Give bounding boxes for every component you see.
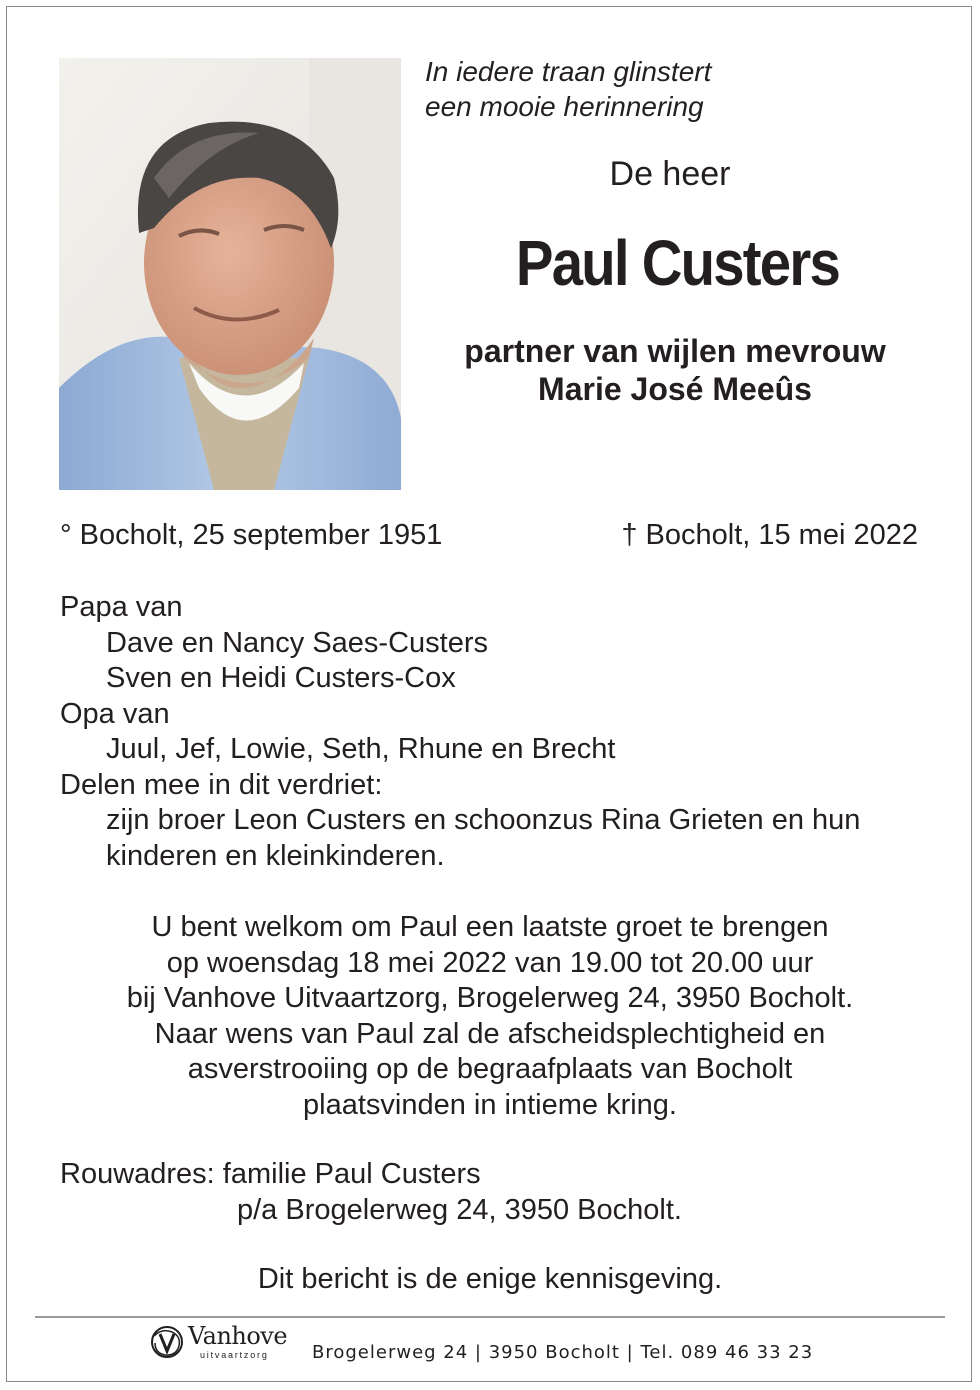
- portrait-photo: [59, 58, 401, 490]
- visit-line: op woensdag 18 mei 2022 van 19.00 tot 20.00 uur: [166, 946, 814, 979]
- opa-label: Opa van: [60, 697, 170, 730]
- vanhove-logo: [148, 1322, 308, 1362]
- child-entry: Sven en Heidi Custers-Cox: [106, 662, 456, 694]
- notice-statement: Dit bericht is de enige kennisgeving.: [257, 1263, 723, 1295]
- honorific: De heer: [609, 155, 731, 193]
- papa-label: Papa van: [60, 591, 183, 623]
- visit-line: U bent welkom om Paul een laatste groet te brengen: [151, 911, 829, 943]
- visit-line: bij Vanhove Uitvaartzorg, Brogelerweg 24, 3950 Bocholt.: [126, 982, 854, 1014]
- mourning-address: [60, 1157, 682, 1228]
- quote-line: een mooie herinnering: [425, 91, 704, 122]
- birth-info: ° Bocholt, 25 september 1951: [60, 519, 443, 551]
- partner-info: [420, 332, 930, 408]
- logo-subtitle: uitvaartzorg: [200, 1350, 269, 1360]
- address-line: Rouwadres: familie Paul Custers: [60, 1158, 481, 1190]
- death-info: † Bocholt, 15 mei 2022: [621, 519, 918, 551]
- quote-line: In iedere traan glinstert: [425, 56, 712, 87]
- share-line: zijn broer Leon Custers en schoonzus Rina Grieten en hun: [106, 804, 861, 836]
- vanhove-emblem-icon: [148, 1324, 186, 1360]
- logo-name: Vanhove: [188, 1322, 288, 1350]
- child-entry: Dave en Nancy Saes-Custers: [106, 626, 488, 659]
- address-line: p/a Brogelerweg 24, 3950 Bocholt.: [237, 1193, 682, 1226]
- funeral-home-contact: Brogelerweg 24 | 3950 Bocholt | Tel. 089 46 33 23: [312, 1342, 814, 1363]
- visit-line: Naar wens van Paul zal de afscheidsplechtigheid en: [154, 1017, 826, 1050]
- quote: [425, 54, 711, 124]
- footer-divider: [35, 1316, 945, 1318]
- visit-line: plaatsvinden in intieme kring.: [303, 1088, 677, 1121]
- grandchildren-entry: Juul, Jef, Lowie, Seth, Rhune en Brecht: [106, 733, 616, 765]
- deceased-name: Paul Custers: [515, 227, 840, 299]
- visitation-info: [60, 910, 920, 1123]
- share-line: kinderen en kleinkinderen.: [106, 839, 445, 872]
- family-list: [60, 590, 860, 874]
- partner-line: Marie José Meeûs: [538, 371, 812, 407]
- visit-line: asverstrooiing op de begraafplaats van Bocholt: [187, 1053, 793, 1085]
- share-label: Delen mee in dit verdriet:: [60, 768, 383, 801]
- partner-line: partner van wijlen mevrouw: [464, 333, 886, 369]
